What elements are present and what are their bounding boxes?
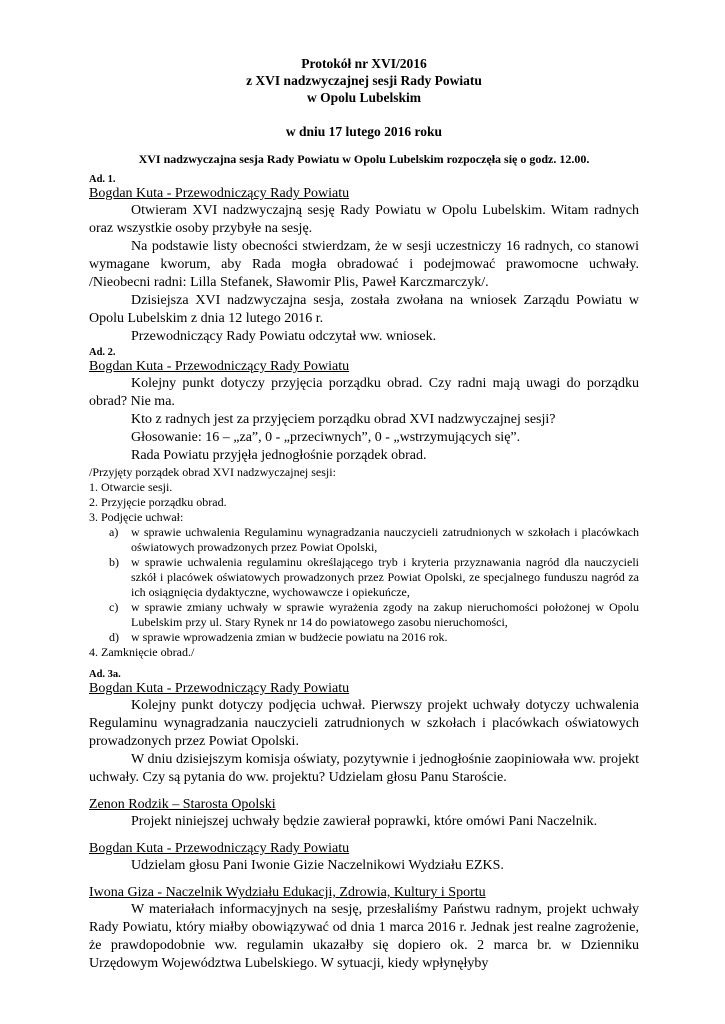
ad2-paragraph-2: Kto z radnych jest za przyjęciem porządku obrad XVI nadzwyczajnej sesji? [131, 412, 556, 427]
ad2-speaker: Bogdan Kuta - Przewodniczący Rady Powiatu [89, 359, 350, 374]
agenda-item-4: 4. Zamknięcie obrad./ [89, 645, 195, 659]
agenda-subitem-c: c) w sprawie zmiany uchwały w sprawie wyrażenia zgody na zakup nieruchomości położonej w Opolu Lubelskim przy ul. Stary Rynek nr 14 do powiatowego zasobu nieruchomości, [109, 600, 639, 629]
ad3a-speaker-3: Bogdan Kuta - Przewodniczący Rady Powiatu [89, 841, 350, 856]
ad1-speaker: Bogdan Kuta - Przewodniczący Rady Powiatu [89, 186, 350, 201]
ad3a-speaker-4: Iwona Giza - Naczelnik Wydziału Edukacji, Zdrowia, Kultury i Sportu [89, 885, 486, 900]
ad3a-speaker-2: Zenon Rodzik – Starosta Opolski [89, 797, 276, 812]
ad3a-speaker-1: Bogdan Kuta - Przewodniczący Rady Powiatu [89, 681, 350, 696]
ad2-paragraph-1: Kolejny punkt dotyczy przyjęcia porządku obrad. Czy radni mają uwagi do porządku obrad? Nie ma. [89, 376, 639, 409]
agenda-item-2: 2. Przyjęcie porządku obrad. [89, 495, 227, 509]
protocol-date: w dniu 17 lutego 2016 roku [285, 124, 443, 139]
ad3a-paragraph-4: Udzielam głosu Pani Iwonie Gizie Naczelnikowi Wydziału EZKS. [131, 858, 504, 873]
ad3a-paragraph-3: Projekt niniejszej uchwały będzie zawierał poprawki, które omówi Pani Naczelnik. [131, 814, 598, 829]
agenda-subitem-d: d) w sprawie wprowadzenia zmian w budżecie powiatu na 2016 rok. [109, 630, 448, 644]
agenda-subitem-a: a) w sprawie uchwalenia Regulaminu wynagradzania nauczycieli zatrudnionych w szkołach i placówkach oświatowych prowadzonych przez Powiat Opolski, [109, 525, 639, 554]
ad3a-paragraph-1: Kolejny punkt dotyczy podjęcia uchwał. Pierwszy projekt uchwały dotyczy uchwalenia Regulaminu wynagradzania nauczycieli zatrudnionych w szkołach i placówkach oświatowych prowadzonych przez Powiat Opolski. [89, 698, 639, 749]
protocol-title: Protokół nr XVI/2016 [301, 56, 427, 71]
agenda-sublist [89, 525, 639, 645]
agenda-item-3: 3. Podjęcie uchwał: [89, 510, 184, 524]
ad3a-paragraph-2: W dniu dzisiejszym komisja oświaty, pozytywnie i jednogłośnie zaopiniowała ww. projekt uchwały. Czy są pytania do ww. projektu? Udzielam głosu Panu Staroście. [89, 752, 639, 785]
ad2-paragraph-4: Rada Powiatu przyjęła jednogłośnie porządek obrad. [131, 448, 427, 463]
ad3a-label: Ad. 3a. [89, 669, 121, 680]
ad1-paragraph-2: Na podstawie listy obecności stwierdzam, że w sesji uczestniczy 16 radnych, co stanowi wymagane kworum, aby Rada mogła obradować i podejmować prawomocne uchwały. /Nieobecni radni: Lilla Stefanek, Sławomir Plis, Paweł Karczmarczyk/. [89, 239, 639, 290]
agenda-intro: /Przyjęty porządek obrad XVI nadzwyczajnej sesji: [89, 465, 336, 479]
ad2-paragraph-3: Głosowanie: 16 – „za”, 0 - „przeciwnych”, 0 - „wstrzymujących się”. [131, 430, 521, 445]
agenda-subitem-b: b) w sprawie uchwalenia regulaminu określającego tryb i kryteria przyznawania nagród dla nauczycieli szkół i placówek oświatowych prowadzonych przez Powiat Opolski, ze specjalnego funduszu nagród za ich osiągnięcia dydaktyczne, wychowawcze i opiekuńcze, [109, 555, 639, 599]
ad3a-paragraph-5: W materiałach informacyjnych na sesję, przesłaliśmy Państwu radnym, projekt uchwały Rady Powiatu, który miałby obowiązywać od dnia 1 marca 2016 r. Jednak jest realne zagrożenie, że prawdopodobnie ww. regulamin ukazałby się dopiero ok. 2 marca br. w Dzienniku Urzędowym Województwa Lubelskiego. W sytuacji, kiedy wpłynęłyby [89, 902, 639, 971]
protocol-location: w Opolu Lubelskim [306, 90, 422, 105]
agenda-item-1: 1. Otwarcie sesji. [89, 480, 173, 494]
session-start: XVI nadzwyczajna sesja Rady Powiatu w Opolu Lubelskim rozpoczęła się o godz. 12.00. [138, 152, 590, 166]
document-page [89, 55, 639, 973]
protocol-subtitle: z XVI nadzwyczajnej sesji Rady Powiatu [246, 73, 482, 88]
ad1-label: Ad. 1. [89, 174, 116, 185]
ad1-paragraph-3: Dzisiejsza XVI nadzwyczajna sesja, została zwołana na wniosek Zarządu Powiatu w Opolu Lubelskim z dnia 12 lutego 2016 r. [89, 293, 639, 326]
ad1-paragraph-1: Otwieram XVI nadzwyczajną sesję Rady Powiatu w Opolu Lubelskim. Witam radnych oraz wszystkie osoby przybyłe na sesję. [89, 203, 639, 236]
ad1-paragraph-4: Przewodniczący Rady Powiatu odczytał ww. wniosek. [131, 329, 437, 344]
ad2-label: Ad. 2. [89, 347, 116, 358]
